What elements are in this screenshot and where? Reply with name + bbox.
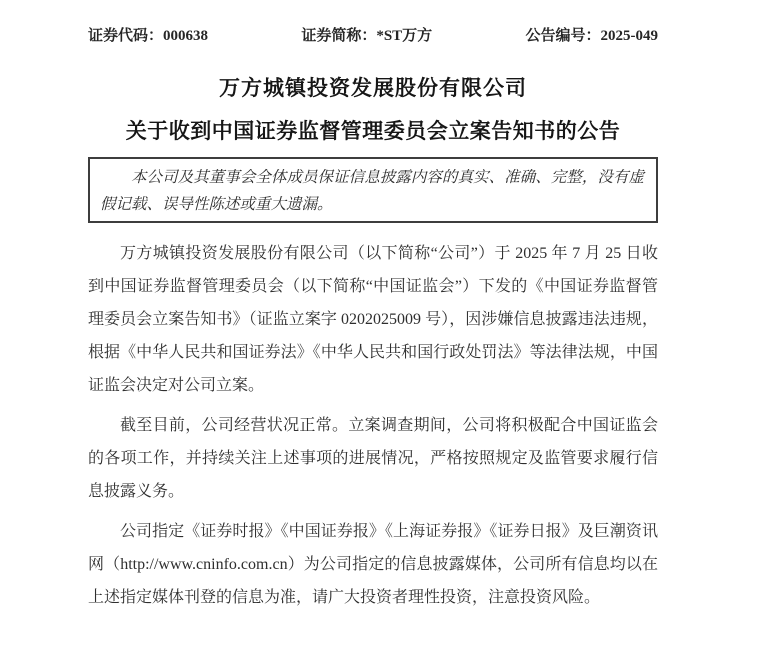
paragraph-case-filing-notice: 万方城镇投资发展股份有限公司（以下简称“公司”）于 2025 年 7 月 25 日收到中国证券监督管理委员会（以下简称“中国证监会”）下发的《中国证券监督管理委员会立案告知书》（证监立案字 0202025009 号），因涉嫌信息披露违法违规，根据《中华人民共和国证券法》《中华人民共和国行政处罚法》等法律法规，中国证监会决定对公司立案。	[88, 245, 658, 394]
paragraph-operation-status: 截至目前，公司经营状况正常。立案调查期间，公司将积极配合中国证监会的各项工作，并持续关注上述事项的进展情况，严格按照规定及监管要求履行信息披露义务。	[88, 417, 658, 500]
announcement-number: 公告编号：2025-049	[525, 28, 658, 44]
stock-code: 证券代码：000638	[88, 28, 209, 44]
board-declaration-box: 本公司及其董事会全体成员保证信息披露内容的真实、准确、完整，没有虚假记载、误导性陈述或重大遗漏。	[88, 157, 658, 223]
securities-header-row	[88, 26, 658, 46]
company-title: 万方城镇投资发展股份有限公司	[219, 77, 527, 100]
stock-short-name: 证券简称：*ST万方	[301, 28, 433, 44]
announcement-title: 关于收到中国证券监督管理委员会立案告知书的公告	[125, 120, 621, 143]
paragraph-disclosure-media: 公司指定《证券时报》《中国证券报》《上海证券报》《证券日报》及巨潮资讯网（http://www.cninfo.com.cn）为公司指定的信息披露媒体，公司所有信息均以在上述指定媒体刊登的信息为准，请广大投资者理性投资，注意投资风险。	[88, 523, 658, 606]
